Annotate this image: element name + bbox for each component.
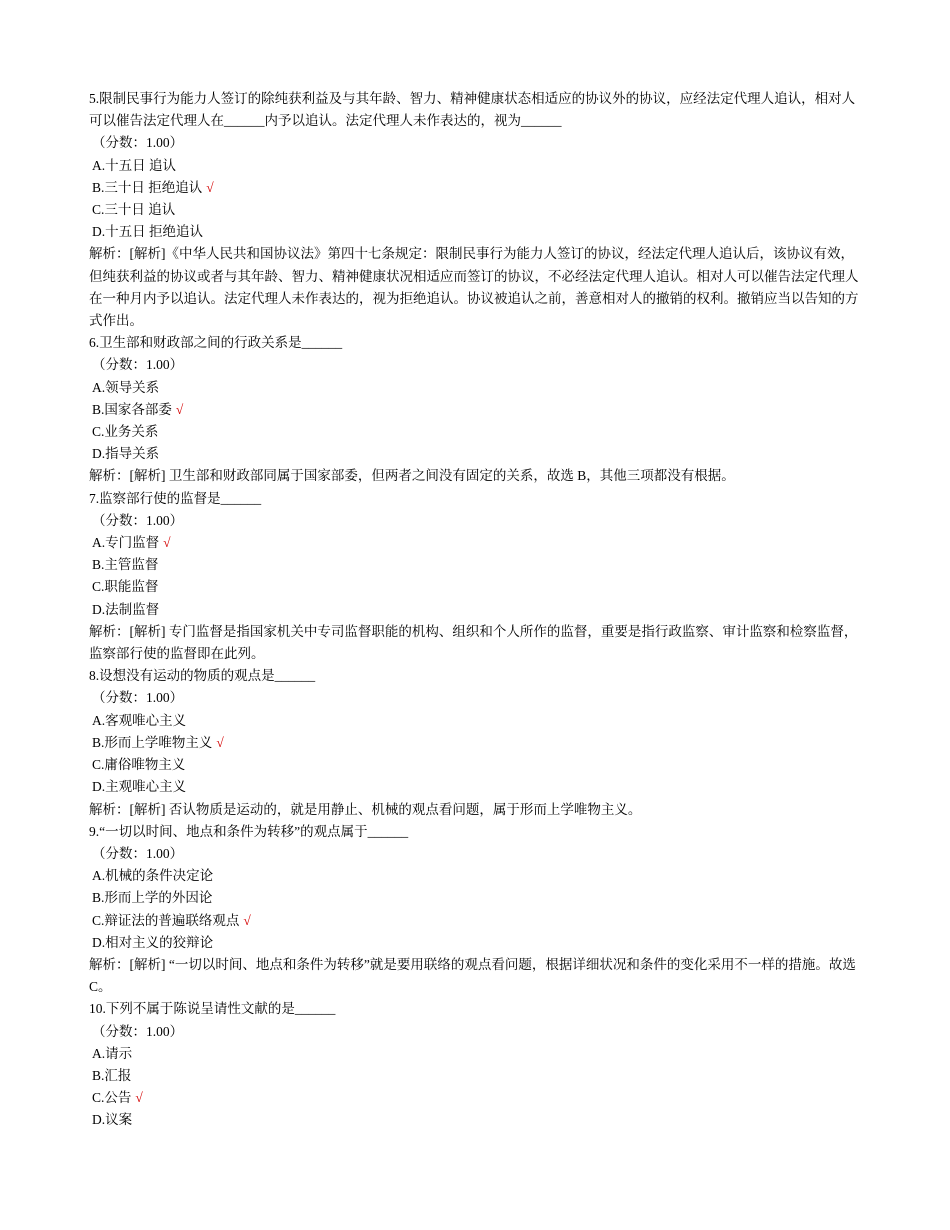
answer-analysis: 解析：[解析]《中华人民共和国协议法》第四十七条规定：限制民事行为能力人签订的协议，经法定代理人追认后，该协议有效，但纯获利益的协议或者与其年龄、智力、精神健康状况相适应而签订的协议，不必经法定代理人追认。相对人可以催告法定代理人在一种月内予以追认。法定代理人未作表达的，视为拒绝追认。协议被追认之前，善意相对人的撤销的权利。撤销应当以告知的方式作出。 <box>89 246 859 329</box>
document-body <box>89 88 859 1132</box>
answer-option <box>89 399 859 421</box>
answer-option <box>89 932 859 954</box>
answer-option-label: D.议案 <box>92 1112 133 1128</box>
question-score: （分数：1.00） <box>92 135 184 151</box>
question-block <box>89 821 859 999</box>
answer-option <box>89 155 859 177</box>
answer-option <box>89 199 859 221</box>
answer-option-label: A.客观唯心主义 <box>92 712 187 728</box>
answer-option <box>89 754 859 776</box>
answer-option <box>89 910 859 932</box>
question-block <box>89 332 859 487</box>
answer-analysis: 解析：[解析] 否认物质是运动的，就是用静止、机械的观点看问题，属于形而上学唯物主义。 <box>89 801 642 817</box>
answer-option <box>89 532 859 554</box>
answer-option-label: C.公告 <box>92 1090 132 1106</box>
answer-option-label: D.指导关系 <box>92 446 160 462</box>
answer-option <box>89 554 859 576</box>
answer-option <box>89 377 859 399</box>
answer-option <box>89 1065 859 1087</box>
answer-analysis: 解析：[解析] 专门监督是指国家机关中专司监督职能的机构、组织和个人所作的监督，重要是指行政监察、审计监察和检察监督，监察部行使的监督即在此列。 <box>89 623 858 662</box>
question-block <box>89 998 859 1131</box>
answer-option-label: C.辩证法的普遍联络观点 <box>92 912 240 928</box>
answer-option <box>89 865 859 887</box>
answer-option-label: A.专门监督 <box>92 535 160 551</box>
answer-option <box>89 443 859 465</box>
answer-option-label: A.机械的条件决定论 <box>92 868 214 884</box>
answer-option <box>89 710 859 732</box>
question-stem: 6.卫生部和财政部之间的行政关系是______ <box>89 335 343 351</box>
answer-option <box>89 776 859 798</box>
correct-check-icon: √ <box>175 401 184 417</box>
answer-option-label: C.职能监督 <box>92 579 159 595</box>
question-block <box>89 665 859 820</box>
answer-option-label: C.三十日 追认 <box>92 202 176 218</box>
answer-option <box>89 421 859 443</box>
answer-option <box>89 1087 859 1109</box>
answer-option <box>89 576 859 598</box>
question-block <box>89 88 859 332</box>
answer-option-label: A.十五日 追认 <box>92 157 176 173</box>
answer-option-label: D.主观唯心主义 <box>92 779 187 795</box>
question-score: （分数：1.00） <box>92 357 184 373</box>
answer-option-label: D.相对主义的狡辩论 <box>92 934 214 950</box>
answer-option-label: B.国家各部委 <box>92 401 172 417</box>
answer-option <box>89 887 859 909</box>
answer-option <box>89 1043 859 1065</box>
question-score: （分数：1.00） <box>92 1023 184 1039</box>
correct-check-icon: √ <box>206 179 214 195</box>
answer-option <box>89 221 859 243</box>
question-stem: 5.限制民事行为能力人签订的除纯获利益及与其年龄、智力、精神健康状态相适应的协议外的协议，应经法定代理人追认，相对人可以催告法定代理人在______内予以追认。法定代理人未作表达的，视为______ <box>89 91 856 129</box>
answer-option <box>89 599 859 621</box>
answer-option <box>89 732 859 754</box>
answer-option <box>89 177 859 199</box>
answer-analysis: 解析：[解析] 卫生部和财政部同属于国家部委，但两者之间没有固定的关系，故选 B，其他三项都没有根据。 <box>89 468 735 484</box>
answer-option-label: B.主管监督 <box>92 557 159 573</box>
answer-option-label: C.业务关系 <box>92 424 159 440</box>
question-score: （分数：1.00） <box>92 845 184 861</box>
correct-check-icon: √ <box>135 1090 143 1106</box>
answer-option-label: B.汇报 <box>92 1067 132 1083</box>
answer-option-label: B.形而上学的外因论 <box>92 890 213 906</box>
answer-option-label: A.请示 <box>92 1045 133 1061</box>
answer-option-label: A.领导关系 <box>92 379 160 395</box>
answer-option <box>89 1109 859 1131</box>
question-stem: 10.下列不属于陈说呈请性文献的是______ <box>89 1001 336 1017</box>
correct-check-icon: √ <box>216 734 224 750</box>
answer-option-label: B.形而上学唯物主义 <box>92 734 213 750</box>
question-block <box>89 488 859 666</box>
answer-option-label: D.法制监督 <box>92 601 160 617</box>
question-score: （分数：1.00） <box>92 690 184 706</box>
correct-check-icon: √ <box>163 535 171 551</box>
question-stem: 9.“一切以时间、地点和条件为转移”的观点属于______ <box>89 823 409 839</box>
answer-analysis: 解析：[解析] “一切以时间、地点和条件为转移”就是要用联络的观点看问题，根据详细状况和条件的变化采用不一样的措施。故选 C。 <box>89 956 856 995</box>
question-stem: 7.监察部行使的监督是______ <box>89 490 262 506</box>
correct-check-icon: √ <box>243 912 251 928</box>
answer-option-label: C.庸俗唯物主义 <box>92 757 186 773</box>
answer-option-label: D.十五日 拒绝追认 <box>92 224 203 240</box>
question-stem: 8.设想没有运动的物质的观点是______ <box>89 668 316 684</box>
question-score: （分数：1.00） <box>92 512 184 528</box>
answer-option-label: B.三十日 拒绝追认 <box>92 179 203 195</box>
